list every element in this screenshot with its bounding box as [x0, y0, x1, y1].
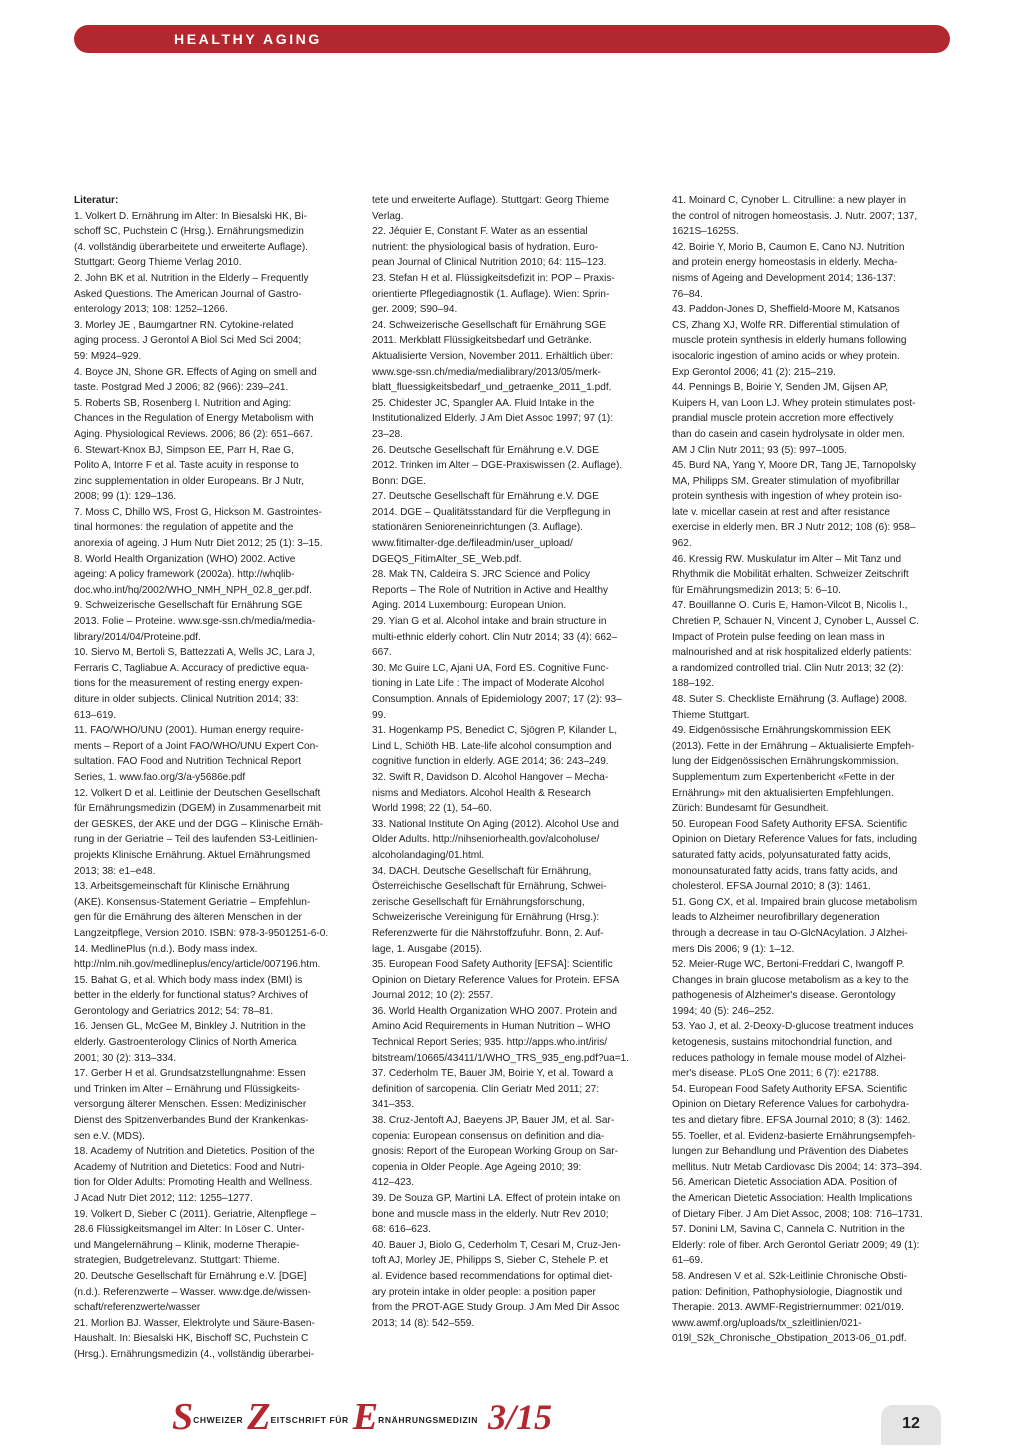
reference-item: 53. Yao J, et al. 2-Deoxy-D-glucose treatment induces ketogenesis, sustains mitochondrial function, and reduces pathology in female mouse model of Alzhei- mer's disease. PLoS One 2011; 6 (7): e21788.	[672, 1021, 914, 1080]
reference-item: 41. Moinard C, Cynober L. Citrulline: a new player in the control of nitrogen homeostasis. J. Nutr. 2007; 137, 1621S–1625S.	[672, 195, 918, 238]
reference-item: 10. Siervo M, Bertoli S, Battezzati A, Wells JC, Lara J, Ferraris C, Tagliabue A. Accuracy of predictive equa- tions for the measurement of resting energy expen- diture in older subjects. Clinical Nutrition 2014; 33: 613–619.	[74, 647, 316, 721]
reference-item: 27. Deutsche Gesellschaft für Ernährung e.V. DGE 2014. DGE – Qualitätsstandard für die Verpflegung in stationären Senioreneinrichtungen (3. Auflage). www.fitimalter-dge.de/fileadmin/user_upload/ DGEQS_FitimAlter_SE_Web.pdf.	[372, 491, 611, 565]
reference-item: 2. John BK et al. Nutrition in the Elderly – Frequently Asked Questions. The American Journal of Gastro- enterology 2013; 108: 1252–1266.	[74, 272, 309, 316]
reference-item: 8. World Health Organization (WHO) 2002. Active ageing: A policy framework (2002a). http://whqlib- doc.who.int/hq/2002/WHO_NMH_NPH_02.8_ger.pdf.	[74, 553, 312, 596]
reference-item: 9. Schweizerische Gesellschaft für Ernährung SGE 2013. Folie – Proteine. www.sge-ssn.ch/media/media- library/2014/04/Proteine.pdf.	[74, 600, 316, 643]
references-list-1	[74, 209, 352, 1363]
reference-item: 33. National Institute On Aging (2012). Alcohol Use and Older Adults. http://nihseniorhealth.gov/alcoholuse/ alcoholandaging/01.html.	[372, 818, 619, 861]
section-title: HEALTHY AGING	[174, 31, 322, 47]
references-column-1	[74, 193, 352, 1363]
logo-word-schweizer: CHWEIZER	[193, 1415, 244, 1425]
reference-item: 18. Academy of Nutrition and Dietetics. Position of the Academy of Nutrition and Dietetics: Food and Nutri- tion for Older Adults: Promoting Health and Wellness. J Acad Nutr Diet 2012; 112: 1255–1277.	[74, 1146, 315, 1204]
reference-item: 35. European Food Safety Authority [EFSA]: Scientific Opinion on Dietary Reference Values for Protein. EFSA Journal 2012; 10 (2): 2557.	[372, 959, 620, 1002]
reference-item: 31. Hogenkamp PS, Benedict C, Sjögren P, Kilander L, Lind L, Schiöth HB. Late-life alcohol consumption and cognitive function in elderly. AGE 2014; 36: 243–249.	[372, 725, 618, 768]
reference-item: 21. Morlion BJ. Wasser, Elektrolyte und Säure-Basen- Haushalt. In: Biesalski HK, Bischoff SC, Puchstein C (Hrsg.). Ernährungsmedizin (4., vollständig überarbei-	[74, 1317, 315, 1360]
issue-number: 3/15	[487, 1397, 552, 1437]
references-column-3	[672, 193, 952, 1347]
reference-item: 32. Swift R, Davidson D. Alcohol Hangover – Mecha- nisms and Mediators. Alcohol Health & Research World 1998; 22 (1), 54–60.	[372, 771, 609, 815]
reference-item: 6. Stewart-Knox BJ, Simpson EE, Parr H, Rae G, Polito A, Intorre F et al. Taste acuity in response to zinc supplementation in older Europeans. Br J Nutr, 2008; 99 (1): 129–136.	[74, 444, 305, 503]
reference-item: 20. Deutsche Gesellschaft für Ernährung e.V. [DGE] (n.d.). Referenzwerte – Wasser. www.dge.de/wissen- schaft/referenzwerte/wasser	[74, 1270, 311, 1314]
reference-item: 58. Andresen V et al. S2k-Leitlinie Chronische Obsti- pation: Definition, Pathophysiologie, Diagnostik und Therapie. 2013. AWMF-Registriernummer: 021/019. www.awmf.org/uploads/tx_szleitlinien/021- 019l_S2k_Chronische_Obstipation_2013-06_01.pdf.	[672, 1270, 908, 1345]
reference-item: 45. Burd NA, Yang Y, Moore DR, Tang JE, Tarnopolsky MA, Philipps SM. Greater stimulation of myofibrillar protein synthesis with ingestion of whey protein iso- late v. micellar casein at rest and after resistance exercise in elderly men. BR J Nutr 2012; 108 (6): 958– 962.	[672, 460, 917, 550]
references-list-2	[372, 193, 652, 1331]
reference-item: 46. Kressig RW. Muskulatur im Alter – Mit Tanz und Rhythmik die Mobilität erhalten. Schweizer Zeitschrift für Ernährungsmedizin 2013; 5: 6–10.	[672, 553, 909, 596]
references-heading: Literatur:	[74, 195, 119, 206]
reference-item: 7. Moss C, Dhillo WS, Frost G, Hickson M. Gastrointes- tinal hormones: the regulation of appetite and the anorexia of ageing. J Hum Nutr Diet 2012; 25 (1): 3–15.	[74, 506, 323, 550]
section-header-bar	[74, 25, 950, 53]
reference-item: 11. FAO/WHO/UNU (2001). Human energy require- ments – Report of a Joint FAO/WHO/UNU Expert Con- sultation. FAO Food and Nutrition Technical Report Series, 1. www.fao.org/3/a-y5686e.pdf	[74, 725, 319, 783]
logo-word-zeitschrift: EITSCHRIFT FÜR	[270, 1415, 349, 1425]
reference-item: 15. Bahat G, et al. Which body mass index (BMI) is better in the elderly for functional status? Archives of Gerontology and Geriatrics 2012; 54: 78–81.	[74, 974, 308, 1017]
reference-item: 36. World Health Organization WHO 2007. Protein and Amino Acid Requirements in Human Nutrition – WHO Technical Report Series; 935. http://apps.who.int/iris/ bitstream/10665/43411/1/WHO_TRS_935_eng.pdf?ua=1.	[372, 1005, 630, 1064]
reference-item: 30. Mc Guire LC, Ajani UA, Ford ES. Cognitive Func- tioning in Late Life : The impact of Moderate Alcohol Consumption. Annals of Epidemiology 2007; 17 (2): 93– 99.	[372, 662, 622, 721]
reference-item: 14. MedlinePlus (n.d.). Body mass index. http://nlm.nih.gov/medlineplus/ency/article/007196.htm.	[74, 943, 321, 971]
reference-item: 22. Jéquier E, Constant F. Water as an essential nutrient: the physiological basis of hydration. Euro- pean Journal of Clinical Nutrition 2010; 64: 115–123.	[372, 226, 607, 269]
reference-item: 12. Volkert D et al. Leitlinie der Deutschen Gesellschaft für Ernährungsmedizin (DGEM) in Zusammenarbeit mit der GESKES, der AKE und der DGG – Klinische Ernäh- rung in der Geriatrie – Teil des laufenden S3-Leitlinien- projekts Klinische Ernährung. Aktuel Ernährungsmed 2013; 38: e1–e48.	[74, 787, 324, 877]
reference-item: 49. Eidgenössische Ernährungskommission EEK (2013). Fette in der Ernährung – Aktualisierte Empfeh- lung der Eidgenössischen Ernährungskommission. Supplementum zum Expertenbericht «Fette in der Ernährung» mit den aktualisierten Empfehlungen. Zürich: Bundesamt für Gesundheit.	[672, 725, 915, 815]
logo-letter-s: S	[172, 1396, 194, 1438]
reference-item: 1. Volkert D. Ernährung im Alter: In Biesalski HK, Bi- schoff SC, Puchstein C (Hrsg.). Ernährungsmedizin (4. vollständig überarbeitete und erweiterte Auflage). Stuttgart: Georg Thieme Verlag 2010.	[74, 210, 308, 269]
reference-item: 57. Donini LM, Savina C, Cannela C. Nutrition in the Elderly: role of fiber. Arch Gerontol Geriatr 2009; 49 (1): 61–69.	[672, 1224, 920, 1267]
logo-word-ernaehrungsmedizin: RNÄHRUNGSMEDIZIN	[378, 1415, 478, 1425]
logo-letter-e: E	[352, 1396, 379, 1438]
reference-item: 25. Chidester JC, Spangler AA. Fluid Intake in the Institutionalized Elderly. J Am Diet Assoc 1997; 97 (1): 23–28.	[372, 397, 614, 440]
reference-item: 44. Pennings B, Boirie Y, Senden JM, Gijsen AP, Kuipers H, van Loon LJ. Whey protein stimulates post- prandial muscle protein accretion more effectively than do casein and casein hydrolysate in older men. AM J Clin Nutr 2011; 93 (5): 997–1005.	[672, 382, 916, 456]
reference-item: 29. Yian G et al. Alcohol intake and brain structure in multi-ethnic elderly cohort. Clin Nutr 2014; 33 (4): 662– 667.	[372, 616, 618, 659]
reference-item: 16. Jensen GL, McGee M, Binkley J. Nutrition in the elderly. Gastroenterology Clinics of North America 2001; 30 (2): 313–334.	[74, 1021, 306, 1064]
reference-item: 34. DACH. Deutsche Gesellschaft für Ernährung, Österreichische Gesellschaft für Ernährung, Schwei- zerische Gesellschaft für Ernährungsforschung, Schweizerische Vereinigung für Ernährung (Hrsg.): Referenzwerte für die Nährstoffzufuhr. Bonn, 2. Auf- lage, 1. Ausgabe (2015).	[372, 865, 607, 955]
page-number-badge	[881, 1405, 941, 1445]
reference-item: 40. Bauer J, Biolo G, Cederholm T, Cesari M, Cruz-Jen- toft AJ, Morley JE, Philipps S, Sieber C, Stehele P. et al. Evidence based recommendations for optimal diet- ary protein intake in older people: a position paper from the PROT-AGE Study Group. J Am Med Dir Assoc 2013; 14 (8): 542–559.	[372, 1239, 621, 1329]
reference-item: 47. Bouillanne O. Curis E, Hamon-Vilcot B, Nicolis I., Chretien P, Schauer N, Vincent J, Cynober L, Aussel C. Impact of Protein pulse feeding on lean mass in malnourished and at risk hospitalized elderly patients: a randomized controlled trial. Clin Nutr 2013; 32 (2): 188–192.	[672, 600, 920, 690]
reference-item: 38. Cruz-Jentoft AJ, Baeyens JP, Bauer JM, et al. Sar- copenia: European consensus on definition and dia- gnosis: Report of the European Working Group on Sar- copenia in Older People. Age Ageing 2010; 39: 412–423.	[372, 1115, 619, 1189]
references-list-3	[672, 193, 952, 1347]
logo-letter-z: Z	[247, 1396, 271, 1438]
reference-item: 56. American Dietetic Association ADA. Position of the American Dietetic Association: Health Implications of Dietary Fiber. J Am Diet Assoc, 2008; 108: 716–1731.	[672, 1177, 923, 1220]
reference-item: 28. Mak TN, Caldeira S. JRC Science and Policy Reports – The Role of Nutrition in Active and Healthy Aging. 2014 Luxembourg: European Union.	[372, 569, 609, 612]
reference-item: 52. Meier-Ruge WC, Bertoni-Freddari C, Iwangoff P. Changes in brain glucose metabolism as a key to the pathogenesis of Alzheimer's disease. Gerontology 1994; 40 (5): 246–252.	[672, 959, 909, 1017]
reference-item: 17. Gerber H et al. Grundsatzstellungnahme: Essen und Trinken im Alter – Ernährung und Flüssigkeits- versorgung älterer Menschen. Essen: Medizinischer Dienst des Spitzenverbandes Bund der Krankenkas- sen e.V. (MDS).	[74, 1068, 309, 1142]
reference-item: 43. Paddon-Jones D, Sheffield-Moore M, Katsanos CS, Zhang XJ, Wolfe RR. Differential stimulation of muscle protein synthesis in elderly humans following isocaloric ingestion of amino acids or whey protein. Exp Gerontol 2006; 41 (2): 215–219.	[672, 304, 907, 378]
reference-item: 3. Morley JE , Baumgartner RN. Cytokine-related aging process. J Gerontol A Biol Sci Med Sci 2004; 59: M924–929.	[74, 319, 302, 362]
reference-item: 50. European Food Safety Authority EFSA. Scientific Opinion on Dietary Reference Values for fats, including saturated fatty acids, polyunsaturated fatty acids, monounsaturated fatty acids, trans fatty acids, and cholesterol. EFSA Journal 2010; 8 (3): 1461.	[672, 818, 917, 893]
journal-logo	[172, 1395, 552, 1443]
reference-item: tete und erweiterte Auflage). Stuttgart: Georg Thieme Verlag.	[372, 195, 610, 222]
reference-item: 23. Stefan H et al. Flüssigkeitsdefizit in: POP – Praxis- orientierte Pflegediagnostik (1. Auflage). Wien: Sprin- ger. 2009; S90–94.	[372, 272, 615, 316]
reference-item: 24. Schweizerische Gesellschaft für Ernährung SGE 2011. Merkblatt Flüssigkeitsbedarf und Getränke. Aktualisierte Version, November 2011. Erhältlich über: www.sge-ssn.ch/media/medialibrary/2013/05/merk- blatt_fluessigkeitsbedarf_und_getraenke_2011_1.pdf.	[372, 319, 614, 394]
reference-item: 42. Boirie Y, Morio B, Caumon E, Cano NJ. Nutrition and protein energy homeostasis in elderly. Mecha- nisms of Ageing and Development 2014; 136-137: 76–84.	[672, 241, 905, 300]
reference-item: 13. Arbeitsgemeinschaft für Klinische Ernährung (AKE). Konsensus-Statement Geriatrie – Empfehlun- gen für die Ernährung des älteren Menschen in der Langzeitpflege, Version 2010. ISBN: 978-3-9501251-6-0.	[74, 881, 329, 939]
reference-item: 5. Roberts SB, Rosenberg I. Nutrition and Aging: Chances in the Regulation of Energy Metabolism with Aging. Physiological Reviews. 2006; 86 (2): 651–667.	[74, 397, 314, 440]
reference-item: 48. Suter S. Checkliste Ernährung (3. Auflage) 2008. Thieme Stuttgart.	[672, 694, 908, 721]
reference-item: 19. Volkert D, Sieber C (2011). Geriatrie, Altenpflege – 28.6 Flüssigkeitsmangel im Alter: In Löser C. Unter- und Mangelernährung – Klinik, moderne Therapie- strategien, Budgetrelevanz. Stuttgart: Thieme.	[74, 1208, 317, 1267]
reference-item: 4. Boyce JN, Shone GR. Effects of Aging on smell and taste. Postgrad Med J 2006; 82 (966): 239–241.	[74, 366, 317, 394]
reference-item: 39. De Souza GP, Martini LA. Effect of protein intake on bone and muscle mass in the elderly. Nutr Rev 2010; 68: 616–623.	[372, 1193, 621, 1236]
references-column-2	[372, 193, 652, 1331]
reference-item: 26. Deutsche Gesellschaft für Ernährung e.V. DGE 2012. Trinken im Alter – DGE-Praxiswissen (2. Auflage). Bonn: DGE.	[372, 444, 623, 487]
reference-item: 51. Gong CX, et al. Impaired brain glucose metabolism leads to Alzheimer neurofibrillary degeneration through a decrease in tau O-GlcNAcylation. J Alzhei- mers Dis 2006; 9 (1): 1–12.	[672, 896, 918, 955]
reference-item: 54. European Food Safety Authority EFSA. Scientific Opinion on Dietary Reference Values for carbohydra- tes and dietary fibre. EFSA Journal 2010; 8 (3): 1462.	[672, 1083, 911, 1127]
reference-item: 37. Cederholm TE, Bauer JM, Boirie Y, et al. Toward a definition of sarcopenia. Clin Geriatr Med 2011; 27: 341–353.	[372, 1068, 614, 1111]
reference-item: 55. Toeller, et al. Evidenz-basierte Ernährungsempfeh- lungen zur Behandlung und Prävention des Diabetes mellitus. Nutr Metab Cardiovasc Dis 2004; 14: 373–394.	[672, 1130, 923, 1173]
page-number: 12	[902, 1415, 920, 1432]
